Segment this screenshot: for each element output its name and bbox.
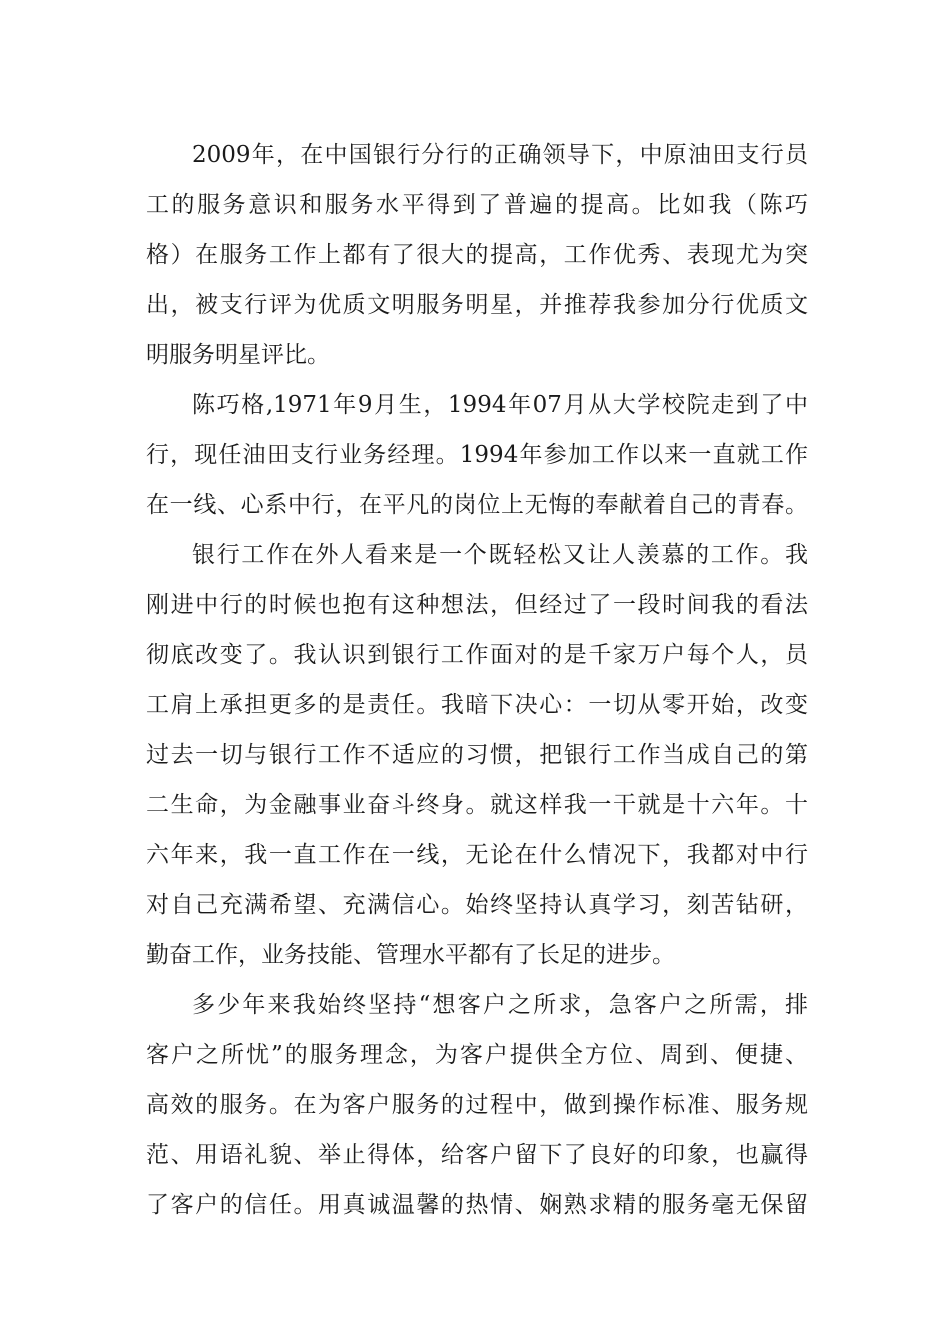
paragraph-4-line-4: 范、用语礼貌、举止得体，给客户留下了良好的印象，也赢得 xyxy=(146,1142,808,1168)
paragraph-3-line-2: 刚进中行的时候也抱有这种想法，但经过了一段时间我的看法 xyxy=(146,592,808,618)
paragraph-1-line-4: 出，被支行评为优质文明服务明星，并推荐我参加分行优质文 xyxy=(146,292,808,318)
paragraph-2-line-3: 在一线、心系中行，在平凡的岗位上无悔的奉献着自己的青春。 xyxy=(146,492,808,518)
paragraph-3-line-8: 对自己充满希望、充满信心。始终坚持认真学习，刻苦钻研， xyxy=(146,892,808,918)
paragraph-1-line-2: 工的服务意识和服务水平得到了普遍的提高。比如我（陈巧 xyxy=(146,192,808,218)
paragraph-2-line-1: 陈巧格,1971年9月生，1994年07月从大学校院走到了中 xyxy=(192,392,808,418)
paragraph-3-line-3: 彻底改变了。我认识到银行工作面对的是千家万户每个人，员 xyxy=(146,642,808,668)
paragraph-1-line-1: 2009年，在中国银行分行的正确领导下，中原油田支行员 xyxy=(192,142,808,168)
paragraph-3-line-6: 二生命，为金融事业奋斗终身。就这样我一干就是十六年。十 xyxy=(146,792,808,818)
paragraph-3-line-7: 六年来，我一直工作在一线，无论在什么情况下，我都对中行 xyxy=(146,842,808,868)
paragraph-3-line-9: 勤奋工作，业务技能、管理水平都有了长足的进步。 xyxy=(146,942,675,968)
paragraph-4-line-5: 了客户的信任。用真诚温馨的热情、娴熟求精的服务毫无保留 xyxy=(146,1192,808,1218)
paragraph-3-line-1: 银行工作在外人看来是一个既轻松又让人羡慕的工作。我 xyxy=(192,542,808,568)
paragraph-1-line-3: 格）在服务工作上都有了很大的提高，工作优秀、表现尤为突 xyxy=(146,242,808,268)
paragraph-4-line-2: 客户之所忧”的服务理念，为客户提供全方位、周到、便捷、 xyxy=(146,1042,808,1068)
paragraph-3-line-4: 工肩上承担更多的是责任。我暗下决心：一切从零开始，改变 xyxy=(146,692,808,718)
paragraph-1-line-5: 明服务明星评比。 xyxy=(146,342,330,368)
paragraph-4-line-3: 高效的服务。在为客户服务的过程中，做到操作标准、服务规 xyxy=(146,1092,808,1118)
paragraph-2-line-2: 行，现任油田支行业务经理。1994年参加工作以来一直就工作 xyxy=(146,442,808,468)
paragraph-3-line-5: 过去一切与银行工作不适应的习惯，把银行工作当成自己的第 xyxy=(146,742,808,768)
document-body xyxy=(146,130,808,1230)
paragraph-4-line-1: 多少年来我始终坚持“想客户之所求，急客户之所需，排 xyxy=(192,992,808,1018)
